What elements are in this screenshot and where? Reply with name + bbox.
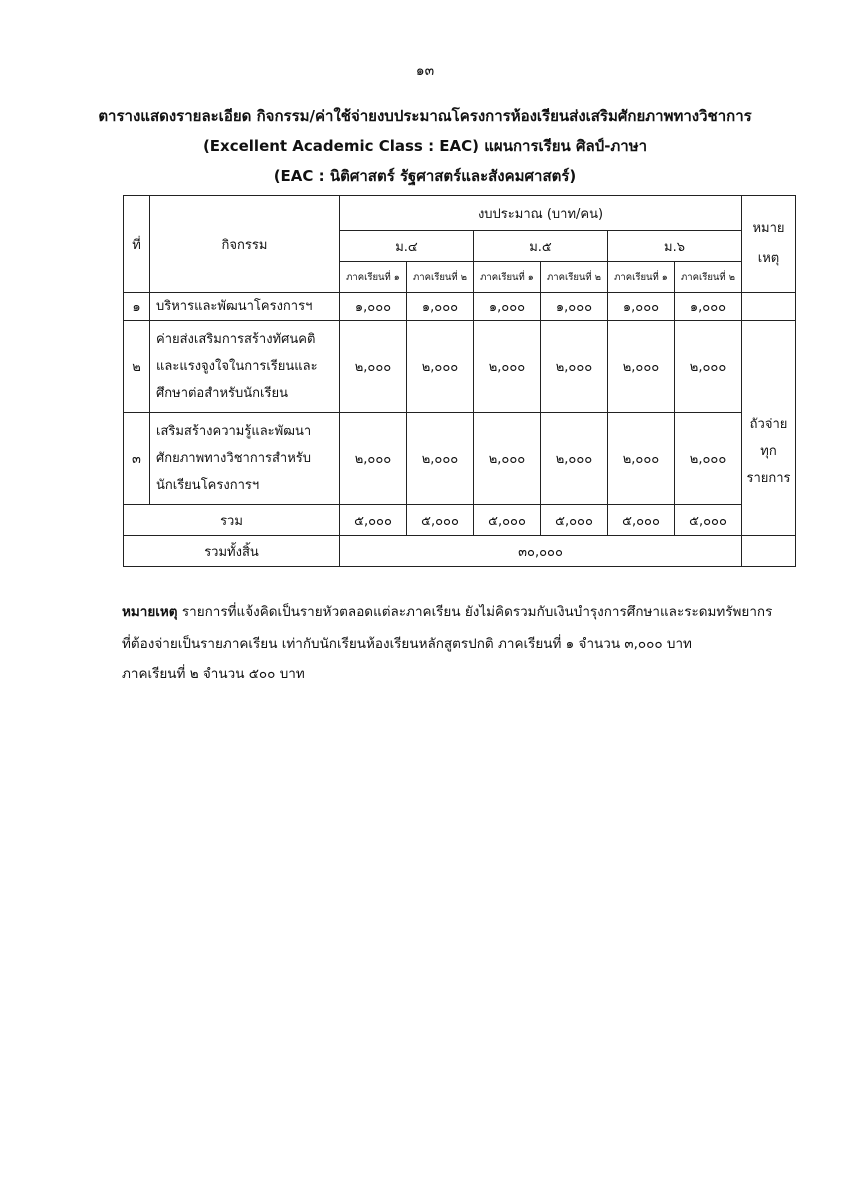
title-line-3: (EAC : นิติศาสตร์ รัฐศาสตร์และสังคมศาสตร์)	[273, 167, 577, 185]
total-row	[124, 536, 796, 567]
amount-cell: ๑,๐๐๐	[608, 293, 675, 321]
sum-row	[124, 505, 796, 536]
amount-cell: ๒,๐๐๐	[541, 413, 608, 505]
activity-line: นักเรียนโครงการฯ	[156, 478, 260, 493]
header-grade-m4: ม.๔	[340, 231, 474, 262]
header-remark	[742, 196, 796, 293]
amount-cell: ๑,๐๐๐	[407, 293, 474, 321]
remark-empty	[742, 293, 796, 321]
sum-cell: ๕,๐๐๐	[407, 505, 474, 536]
amount-cell: ๒,๐๐๐	[474, 321, 541, 413]
header-semester: ภาคเรียนที่ ๒	[675, 262, 742, 293]
activity-line: ศึกษาต่อสำหรับนักเรียน	[156, 386, 288, 401]
row-activity	[150, 413, 340, 505]
row-number: ๑	[124, 293, 150, 321]
row-number: ๓	[124, 413, 150, 505]
row-activity	[150, 321, 340, 413]
page-number: ๑๓	[415, 63, 435, 79]
table-row	[124, 321, 796, 413]
note-line-1	[122, 600, 812, 622]
amount-cell: ๑,๐๐๐	[675, 293, 742, 321]
total-value: ๓๐,๐๐๐	[340, 536, 742, 567]
header-remark-line-2: เหตุ	[757, 251, 780, 266]
note-text-1: รายการที่แจ้งคิดเป็นรายหัวตลอดแต่ละภาคเรียน ยังไม่คิดรวมกับเงินบำรุงการศึกษาและระดมทรัพยากร	[177, 604, 773, 620]
header-semester: ภาคเรียนที่ ๒	[407, 262, 474, 293]
remark-line: รายการ	[746, 471, 791, 486]
budget-table	[123, 195, 796, 567]
header-remark-line-1: หมาย	[752, 221, 785, 236]
title-line-1: ตารางแสดงรายละเอียด กิจกรรม/ค่าใช้จ่ายงบประมาณโครงการห้องเรียนส่งเสริมศักยภาพทางวิชาการ	[98, 107, 752, 125]
remark-cell	[742, 321, 796, 536]
amount-cell: ๒,๐๐๐	[407, 413, 474, 505]
header-semester: ภาคเรียนที่ ๑	[474, 262, 541, 293]
amount-cell: ๑,๐๐๐	[541, 293, 608, 321]
remark-line: ทุก	[760, 444, 777, 459]
amount-cell: ๒,๐๐๐	[675, 413, 742, 505]
amount-cell: ๒,๐๐๐	[340, 413, 407, 505]
total-label: รวมทั้งสิ้น	[124, 536, 340, 567]
header-grade-m6: ม.๖	[608, 231, 742, 262]
sum-cell: ๕,๐๐๐	[675, 505, 742, 536]
row-activity	[150, 293, 340, 321]
amount-cell: ๒,๐๐๐	[541, 321, 608, 413]
amount-cell: ๒,๐๐๐	[407, 321, 474, 413]
total-remark-empty	[742, 536, 796, 567]
activity-line: บริหารและพัฒนาโครงการฯ	[156, 299, 313, 314]
header-semester: ภาคเรียนที่ ๑	[340, 262, 407, 293]
amount-cell: ๑,๐๐๐	[340, 293, 407, 321]
title-line-2: (Excellent Academic Class : EAC) แผนการเรียน ศิลป์-ภาษา	[202, 137, 648, 155]
row-number: ๒	[124, 321, 150, 413]
amount-cell: ๒,๐๐๐	[675, 321, 742, 413]
header-semester: ภาคเรียนที่ ๑	[608, 262, 675, 293]
activity-line: ค่ายส่งเสริมการสร้างทัศนคติ	[156, 332, 316, 347]
header-budget: งบประมาณ (บาท/คน)	[340, 196, 742, 231]
note-line-2: ที่ต้องจ่ายเป็นรายภาคเรียน เท่ากับนักเรียนห้องเรียนหลักสูตรปกติ ภาคเรียนที่ ๑ จำนวน ๓,๐๐๐ บาท	[122, 636, 692, 652]
header-no: ที่	[124, 196, 150, 293]
sum-cell: ๕,๐๐๐	[474, 505, 541, 536]
amount-cell: ๒,๐๐๐	[474, 413, 541, 505]
amount-cell: ๒,๐๐๐	[608, 413, 675, 505]
header-grade-m5: ม.๕	[474, 231, 608, 262]
remark-line: ถัวจ่าย	[749, 417, 788, 432]
sum-cell: ๕,๐๐๐	[340, 505, 407, 536]
amount-cell: ๒,๐๐๐	[340, 321, 407, 413]
sum-cell: ๕,๐๐๐	[541, 505, 608, 536]
table-row	[124, 293, 796, 321]
amount-cell: ๑,๐๐๐	[474, 293, 541, 321]
table-row	[124, 413, 796, 505]
activity-line: เสริมสร้างความรู้และพัฒนา	[156, 424, 312, 439]
header-semester: ภาคเรียนที่ ๒	[541, 262, 608, 293]
note-label: หมายเหตุ	[122, 604, 178, 620]
activity-line: ศักยภาพทางวิชาการสำหรับ	[156, 451, 312, 466]
amount-cell: ๒,๐๐๐	[608, 321, 675, 413]
sum-cell: ๕,๐๐๐	[608, 505, 675, 536]
header-activity: กิจกรรม	[150, 196, 340, 293]
activity-line: และแรงจูงใจในการเรียนและ	[156, 359, 318, 374]
note-line-3: ภาคเรียนที่ ๒ จำนวน ๕๐๐ บาท	[122, 666, 305, 682]
sum-label: รวม	[124, 505, 340, 536]
